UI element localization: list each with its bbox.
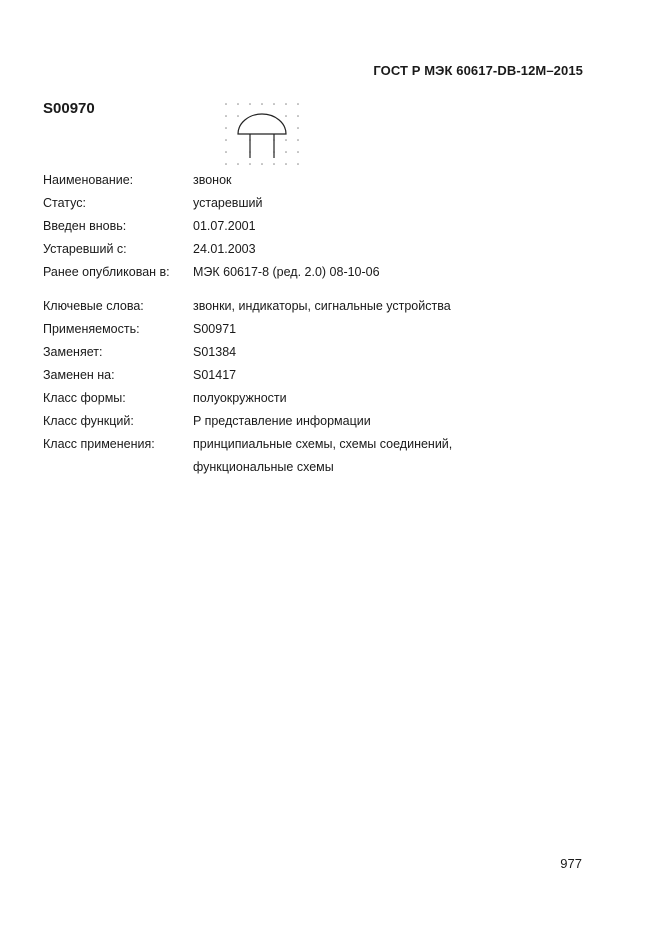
property-label: Статус:	[43, 196, 86, 210]
property-row-status	[43, 193, 603, 216]
property-value: звонок	[193, 173, 232, 187]
page-number: 977	[560, 856, 582, 871]
property-value: МЭК 60617-8 (ред. 2.0) 08-10-06	[193, 265, 380, 279]
property-row-application-class	[43, 434, 603, 457]
property-row-keywords	[43, 296, 603, 319]
property-label: Класс функций:	[43, 414, 134, 428]
bell-symbol-icon	[222, 100, 302, 172]
property-label: Ключевые слова:	[43, 299, 144, 313]
property-row-name	[43, 170, 603, 193]
symbol-id: S00970	[43, 100, 95, 117]
property-row-shape-class	[43, 388, 603, 411]
property-row-application-class-continued	[43, 457, 603, 480]
symbol-properties	[43, 170, 603, 480]
property-row-function-class	[43, 411, 603, 434]
property-value: S01417	[193, 368, 237, 382]
property-label: Устаревший с:	[43, 242, 127, 256]
property-value: 24.01.2003	[193, 242, 256, 256]
standard-code-header: ГОСТ Р МЭК 60617-DB-12M–2015	[373, 63, 583, 78]
property-value: принципиальные схемы, схемы соединений,	[193, 437, 453, 451]
property-value: S00971	[193, 322, 237, 336]
property-value: устаревший	[193, 196, 263, 210]
property-label: Применяемость:	[43, 322, 140, 336]
property-label: Введен вновь:	[43, 219, 127, 233]
property-value: звонки, индикаторы, сигнальные устройства	[193, 299, 451, 313]
property-value: полуокружности	[193, 391, 287, 405]
property-value: функциональные схемы	[193, 460, 334, 474]
property-row-applicability	[43, 319, 603, 342]
property-label: Заменен на:	[43, 368, 115, 382]
property-row-replaced-by	[43, 365, 603, 388]
property-label-empty	[43, 457, 193, 480]
property-row-previously-published	[43, 262, 603, 285]
property-label: Наименование:	[43, 173, 134, 187]
property-row-obsolete-since	[43, 239, 603, 262]
property-row-introduced	[43, 216, 603, 239]
property-label: Класс применения:	[43, 437, 155, 451]
property-label: Заменяет:	[43, 345, 103, 359]
property-value: 01.07.2001	[193, 219, 256, 233]
property-value: P представление информации	[193, 414, 371, 428]
property-label: Класс формы:	[43, 391, 126, 405]
property-row-replaces	[43, 342, 603, 365]
property-value: S01384	[193, 345, 237, 359]
property-label: Ранее опубликован в:	[43, 265, 170, 279]
